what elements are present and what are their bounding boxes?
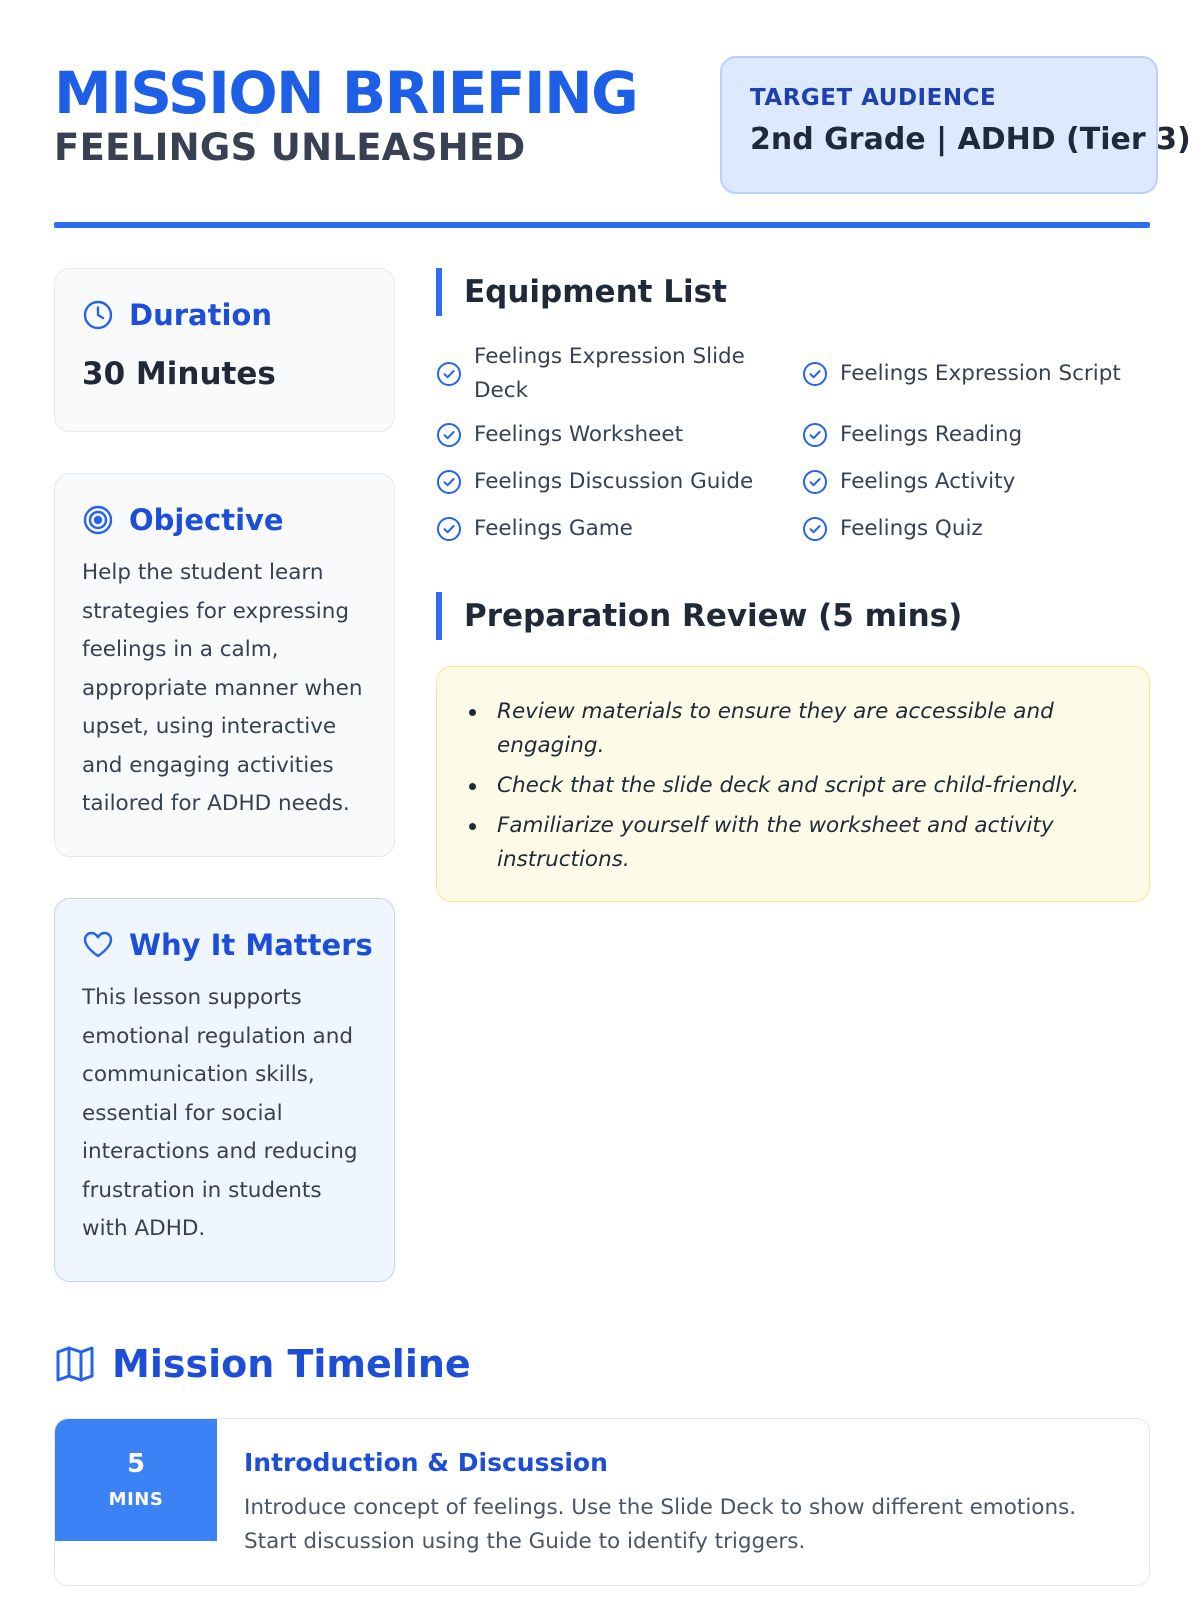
- preparation-box: [436, 666, 1150, 902]
- timeline-heading: [54, 1340, 471, 1388]
- check-circle-icon: [802, 516, 828, 542]
- target-audience-box: [720, 56, 1191, 194]
- heart-icon: [82, 929, 114, 961]
- step-duration-unit: MINS: [108, 1489, 164, 1510]
- timeline-title: Mission Timeline: [112, 1342, 471, 1386]
- check-circle-icon: [802, 361, 828, 387]
- clock-icon: [82, 299, 114, 331]
- equipment-heading: Equipment List: [436, 268, 727, 316]
- step-duration-badge: [55, 1419, 217, 1541]
- list-item: Review materials to ensure they are accessible and engaging.: [497, 695, 1109, 763]
- equipment-item-label: Feelings Reading: [840, 422, 1023, 447]
- list-item: [436, 340, 776, 408]
- check-circle-icon: [436, 516, 462, 542]
- target-icon: [82, 504, 114, 536]
- equipment-item-label: Feelings Expression Slide Deck: [474, 344, 745, 403]
- step-title: Introduction & Discussion: [244, 1448, 608, 1477]
- step-body: [244, 1447, 1124, 1559]
- list-item: [436, 465, 753, 499]
- audience-value: 2nd Grade | ADHD (Tier 3): [750, 122, 1191, 157]
- equipment-item-label: Feelings Game: [474, 516, 633, 541]
- check-circle-icon: [802, 469, 828, 495]
- why-text: This lesson supports emotional regulation and communication skills, essential for social interactions and reducing frustration in students with ADHD.: [82, 985, 358, 1241]
- equipment-item-label: Feelings Expression Script: [840, 361, 1121, 386]
- check-circle-icon: [436, 469, 462, 495]
- list-item: [436, 418, 683, 452]
- preparation-heading: Preparation Review (5 mins): [436, 592, 962, 640]
- list-item: [802, 512, 983, 546]
- why-it-matters-card: [54, 898, 395, 1282]
- list-item: [802, 418, 1022, 452]
- objective-card: [54, 473, 395, 857]
- equipment-list: [436, 340, 1150, 550]
- equipment-item-label: Feelings Discussion Guide: [474, 469, 754, 494]
- equipment-item-label: Feelings Quiz: [840, 516, 983, 541]
- step-description: Introduce concept of feelings. Use the Slide Deck to show different emotions. Start discussion using the Guide to identify triggers.: [244, 1495, 1077, 1554]
- check-circle-icon: [436, 422, 462, 448]
- why-title: Why It Matters: [129, 928, 373, 962]
- equipment-item-label: Feelings Activity: [840, 469, 1016, 494]
- duration-value: 30 Minutes: [82, 356, 276, 392]
- check-circle-icon: [436, 361, 462, 387]
- list-item: Familiarize yourself with the worksheet and activity instructions.: [497, 809, 1109, 877]
- objective-title: Objective: [129, 503, 284, 537]
- list-item: [802, 357, 1121, 391]
- timeline-step: [54, 1418, 1150, 1586]
- page-subtitle: FEELINGS UNLEASHED: [54, 126, 526, 169]
- check-circle-icon: [802, 422, 828, 448]
- header-divider: [54, 222, 1150, 228]
- header: [54, 56, 1191, 234]
- preparation-list: [497, 695, 1109, 877]
- equipment-item-label: Feelings Worksheet: [474, 422, 684, 447]
- duration-card: [54, 268, 395, 432]
- list-item: Check that the slide deck and script are child-friendly.: [497, 769, 1109, 803]
- audience-label: TARGET AUDIENCE: [750, 85, 997, 111]
- page-title: MISSION BRIEFING: [54, 59, 638, 127]
- duration-title: Duration: [129, 298, 272, 332]
- map-icon: [54, 1343, 96, 1385]
- objective-text: Help the student learn strategies for expressing feelings in a calm, appropriate manner when upset, using interactive and engaging activities tailored for ADHD needs.: [82, 560, 363, 816]
- list-item: [436, 512, 633, 546]
- step-duration-number: 5: [126, 1449, 146, 1479]
- list-item: [802, 465, 1015, 499]
